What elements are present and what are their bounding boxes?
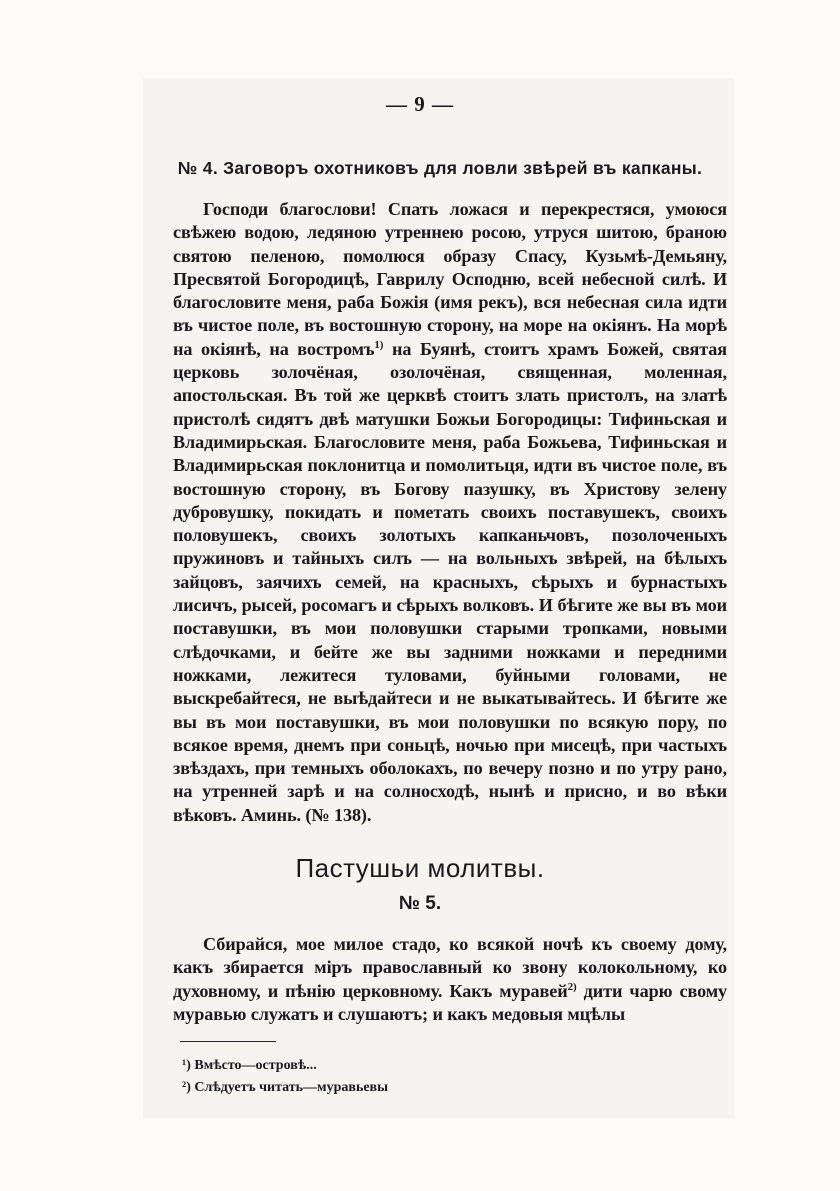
paragraph-2-text-b: дити чарю свому муравью служатъ и слушаютъ; и какъ медовыя мцѣлы xyxy=(173,980,727,1024)
footnote-divider xyxy=(180,1041,276,1042)
paragraph-1-text-b: на Буянѣ, стоитъ храмъ Божей, святая церковь золочёная, озолочёная, священная, моленная, апостольская. Въ той же церквѣ стоитъ злать пристолъ, на златѣ пристолѣ сидятъ двѣ матушки Божьи Богородицы: Тифиньская и Владимирьская. Благословите меня, раба Божьева, Тифиньская и Владимирьская поклонитца и помолитьця, идти въ чистое поле, въ востошную сторону, въ Богову пазушку, въ Христову зелену дубровушку, покидать и пометать своихъ поставушекъ, своихъ половушекъ, своихъ золотыхъ капканьчовъ, позолоченыхъ пружиновъ и тайныхъ силъ — на вольныхъ звѣрей, на бѣлыхъ зайцовъ, заячихъ семей, на красныхъ, сѣрыхъ и бурнастыхъ лисичъ, рысей, росомагъ и сѣрыхъ волковъ. И бѣгите же вы въ мои поставушки, въ мои половушки старыми тропками, новыми слѣдочками, и бейте же вы задними ножками и передними ножками, лежитеся туловами, буйными головами, не выскребайтеся, не выѣдайтеси и не выкатывайтесь. И бѣгите же вы въ мои поставушки, въ мои половушки по всякую пору, по всякое время, днемъ при соньцѣ, ночью при мисецѣ, при частыхъ звѣздахъ, при темныхъ оболокахъ, по вечеру позно и по утру рано, на утренней зарѣ и на солносходѣ, нынѣ и присно, и во вѣки вѣковъ. Аминь. (№ 138). xyxy=(173,338,727,825)
footnote-ref-2: 2) xyxy=(567,980,577,993)
paragraph-1-text-a: Господи благослови! Спать ложася и перекрестяся, умоюся свѣжею водою, ледяною утреннею росою, утруся шитою, браною святою пеленою, помолюся образу Спасу, Кузьмѣ-Демьяну, Пресвятой Богородицѣ, Гаврилу Осподню, всей небесной силѣ. И благословите меня, раба Божiя (имя рекъ), вся небесная сила идти въ чистое поле, въ востошную сторону, на море на окiянъ. На морѣ на окiянѣ, на востромъ xyxy=(173,199,727,359)
section-heading: № 4. Заговоръ охотниковъ для ловли звѣрей въ капканы. xyxy=(177,158,703,178)
footnote-ref-1: 1) xyxy=(374,338,384,351)
chapter-title: Пастушьи молитвы. xyxy=(295,853,545,883)
footnote-2: ²) Слѣдуетъ читать—муравьевы xyxy=(182,1080,389,1095)
prayer-number-heading: № 5. xyxy=(398,893,442,914)
body-paragraph-2 xyxy=(173,933,727,1026)
body-paragraph-1 xyxy=(173,198,727,827)
paragraph-2-text-a: Сбирайся, мое милое стадо, ко всякой ночѣ къ своему дому, какъ збирается мiръ православный ко звону колокольному, ко духовному, и пѣнiю церковному. Какъ муравей xyxy=(173,934,727,1001)
page-number: — 9 — xyxy=(386,92,454,116)
footnote-1: ¹) Вмѣсто—островѣ... xyxy=(182,1058,317,1073)
